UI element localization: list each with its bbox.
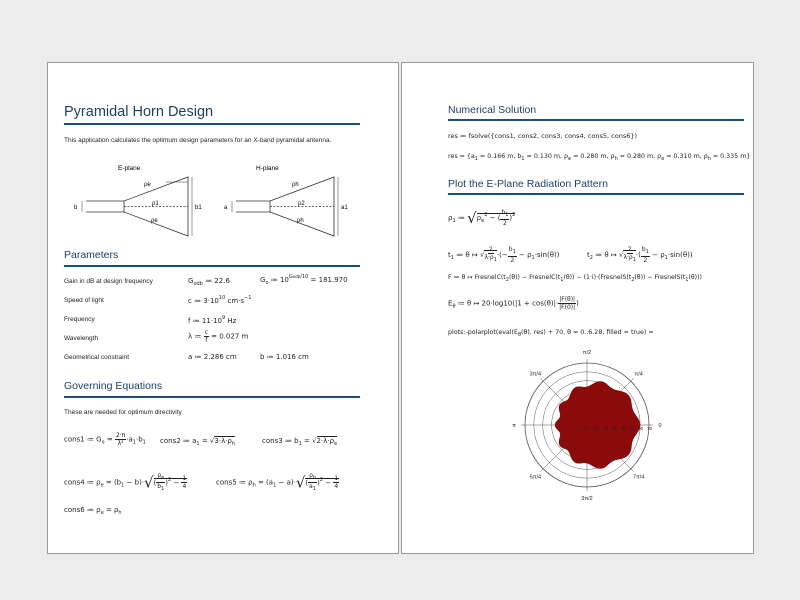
svg-text:a: a <box>224 205 228 211</box>
equation-cons3: cons3 ≔ $b_1 = √2\cdot\lambda\cdot\rho_e$ <box>262 437 338 447</box>
page-left <box>47 62 399 554</box>
equation-cons2: cons2 ≔ $a_1 = √3\cdot\lambda\cdot\rho_h$ <box>160 437 236 447</box>
polar-radial-label: 30 <box>611 426 617 431</box>
equation-cons5: cons5 ≔ $\rho_h = (a_1 - a)\cdot√$( $\frac{\rho_h}{a_1}$ )$^2$ − $\frac{1}{4}$ <box>216 472 339 492</box>
param-label-gain: Gain in dB at design frequency <box>64 278 153 285</box>
plot-expr: $plots:-polarplot(eval(E_\theta(\theta)$, res) + 70, θ = 0..6.28, filled = true) = <box>448 329 654 338</box>
numerical-rule <box>448 119 744 121</box>
param-expr-a: a ≔ 2.286 cm <box>188 353 237 361</box>
polar-radial-label: 50 <box>629 426 635 431</box>
param-expr-go: $G_o$ ≔ $10^{Godb/10} = 181.970$ <box>260 274 348 286</box>
polar-radial-label: 0 <box>585 426 588 431</box>
E-expr: $E_\theta$ ≔ θ ↦ 20·log10(|1 + cos(θ)|· $\frac{|F(\theta)|}{|F(0)|}$ ) <box>448 296 579 311</box>
param-expr-b: b ≔ 1.016 cm <box>260 353 309 361</box>
equation-cons4: cons4 ≔ $\rho_e = (b_1 - b)\cdot√$( $\frac{\rho_e}{b_1}$ )$^2$ − $\frac{1}{4}$ <box>64 472 187 492</box>
polar-radial-label: 60 <box>638 426 644 431</box>
polar-angle-label: 3π/4 <box>529 371 542 378</box>
result-expr: res = {$a_1 = 0.166$ m, $b_1 = 0.130$ m, $\rho_e = 0.280$ m, $\rho_h = 0.280$ m, $\rho_e = 0.310$ m, $\rho_h = 0.335$ m} <box>448 153 751 162</box>
svg-text:ρe: ρe <box>151 218 158 224</box>
title-rule <box>64 123 360 125</box>
governing-rule <box>64 396 360 398</box>
param-expr-godb: $G_{odb}$ ≔ 22.6 <box>188 277 230 287</box>
polar-radial-label: 10 <box>593 426 599 431</box>
polar-angle-label: 5π/4 <box>529 474 542 481</box>
svg-text:b: b <box>74 205 78 211</box>
param-label-wavelength: Wavelength <box>64 335 99 342</box>
polar-angle-label: π/2 <box>582 350 592 356</box>
param-label-geometry: Geometrical constraint <box>64 354 130 361</box>
param-expr-f: f ≔ $11\cdot 10^9$ Hz <box>188 315 237 325</box>
polar-radial-label: 40 <box>620 426 626 431</box>
svg-text:ρ1: ρ1 <box>152 201 159 207</box>
t1-expr: $t_1$ ≔ θ ↦ √ $\frac{2}{\lambda\cdot\rho_1}$ ·(− $\frac{b_1}{2}$ − $\rho_1\cdot\sin(\theta)$) <box>448 246 560 264</box>
svg-text:a1: a1 <box>341 205 348 211</box>
svg-text:ρ2: ρ2 <box>298 201 305 207</box>
polar-tick <box>540 378 543 381</box>
governing-heading: Governing Equations <box>64 380 163 392</box>
polar-angle-label: 0 <box>658 423 662 429</box>
polar-angle-label: 7π/4 <box>632 474 645 481</box>
plot-rule <box>448 193 744 195</box>
t2-expr: $t_2$ ≔ θ ↦ √ $\frac{2}{\lambda\cdot\rho_1}$ ·( $\frac{b_1}{2}$ − $\rho_1\cdot\sin(\theta)$) <box>587 246 693 264</box>
radiation-pattern-fill <box>555 381 640 468</box>
svg-text:ρh: ρh <box>297 218 304 224</box>
solve-expr: res ≔ fsolve({cons1, cons2, cons3, cons4, cons5, cons6}) <box>448 132 638 140</box>
intro-text: This application calculates the optimum design parameters for an X-band pyramidal antenna. <box>64 137 332 144</box>
equation-cons6: cons6 ≔ $\rho_e = \rho_h$ <box>64 506 122 516</box>
numerical-heading: Numerical Solution <box>448 104 537 116</box>
polar-tick <box>631 378 634 381</box>
page-right <box>401 62 754 554</box>
svg-text:ρe: ρe <box>144 182 151 188</box>
polar-tick <box>540 469 543 472</box>
e-plane-waveguide <box>86 201 124 212</box>
plot-heading: Plot the E-Plane Radiation Pattern <box>448 178 608 190</box>
parameters-rule <box>64 265 360 267</box>
polar-tick <box>631 469 634 472</box>
param-label-speed: Speed of light <box>64 297 104 304</box>
polar-radial-label: 70 <box>647 426 653 431</box>
rho1-expr: $\rho_1$ ≔ $√\rho_e^2$ − ( $\frac{b_1}{2}$ )$^2$ <box>448 209 516 227</box>
F-expr: F ≔ θ ↦ $FresnelC(t_2(\theta))$ − $FresnelC(t_1(\theta))$ − $(1\cdot i)\cdot(FresnelS(t_2(\theta))$ − $FresnelS(t_1(\theta))$) <box>448 274 702 283</box>
polar-angle-label: π <box>512 423 516 429</box>
parameters-heading: Parameters <box>64 249 119 261</box>
h-plane-label: H-plane <box>256 165 279 172</box>
param-label-frequency: Frequency <box>64 316 95 323</box>
svg-text:ρh: ρh <box>292 182 299 188</box>
param-expr-lambda: λ ≔ $\frac{c}{f}$ = 0.027 m <box>188 329 249 344</box>
governing-intro: These are needed for optimum directivity <box>64 409 182 416</box>
polar-angle-label: 3π/2 <box>581 496 593 502</box>
polar-radial-label: 20 <box>602 426 608 431</box>
horn-diagram <box>66 159 376 239</box>
polar-plot <box>502 341 672 509</box>
svg-text:b1: b1 <box>195 205 202 211</box>
equation-cons1: cons1 ≔ $G_o$ = $\frac{2\cdot\pi}{\text{λ²}}$ $\cdot a_1\cdot b_1$ <box>64 432 146 447</box>
polar-angle-label: π/4 <box>634 371 643 378</box>
e-plane-label: E-plane <box>118 165 141 172</box>
h-plane-waveguide <box>236 201 270 212</box>
param-expr-c: c ≔ $3\cdot 10^{10}$ $cm\cdot s^{-1}$ <box>188 295 252 305</box>
document-title: Pyramidal Horn Design <box>64 104 214 120</box>
